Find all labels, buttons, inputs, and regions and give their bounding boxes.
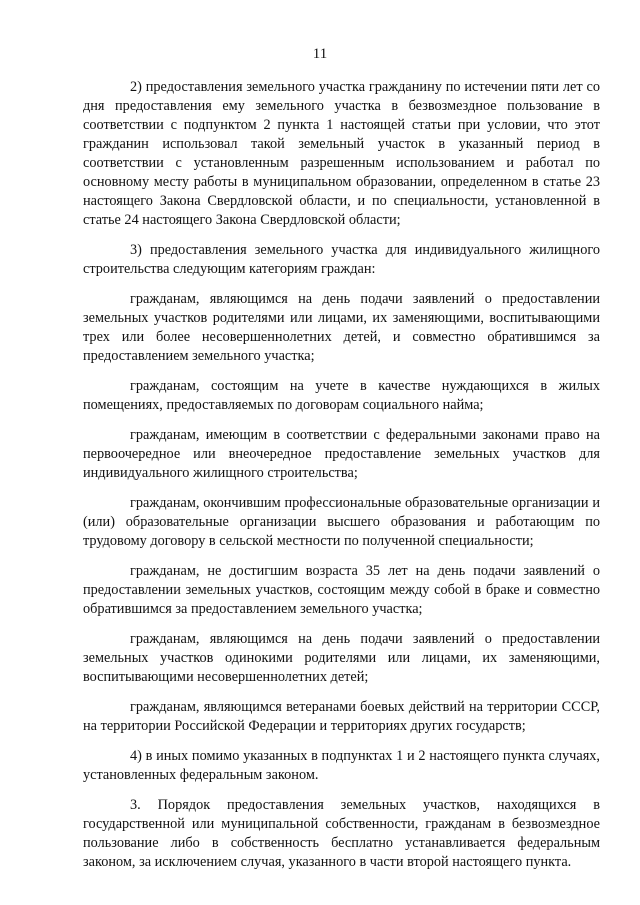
paragraph-category-rural-graduates: гражданам, окончившим профессиональные образовательные организации и (или) образовательные организации высшего образования и работающим по трудовому договору в сельской местности по полученной специальности; [83, 495, 600, 549]
paragraph-category-veterans: гражданам, являющимся ветеранами боевых действий на территории СССР, на территории Российской Федерации и территориях других государств; [83, 699, 600, 734]
paragraph-subitem-4: 4) в иных помимо указанных в подпунктах 1 и 2 настоящего пункта случаях, установленных федеральным законом. [83, 748, 600, 783]
page-number: 11 [312, 46, 328, 62]
paragraph-item-3: 3. Порядок предоставления земельных участков, находящихся в государственной или муниципальной собственности, гражданам в безвозмездное пользование либо в собственность бесплатно устанавливается федеральным законом, за исключением случая, указанного в части второй настоящего пункта. [83, 797, 600, 870]
paragraph-category-housing-queue: гражданам, состоящим на учете в качестве нуждающихся в жилых помещениях, предоставляемых по договорам социального найма; [83, 378, 600, 413]
document-body [83, 78, 600, 883]
paragraph-subitem-2: 2) предоставления земельного участка гражданину по истечении пяти лет со дня предоставления ему земельного участка в безвозмездное пользование в соответствии с подпунктом 2 пункта 1 настоящей статьи при условии, что этот гражданин использовал такой земельный участок в указанный период в соответствии с установленным разрешенным использованием и работал по основному месту работы в муниципальном образовании, определенном в статье 23 настоящего Закона Свердловской области, и по специальности, установленной в статье 24 настоящего Закона Свердловской области; [83, 79, 600, 228]
paragraph-category-single-parents: гражданам, являющимся на день подачи заявлений о предоставлении земельных участков одинокими родителями или лицами, их заменяющими, воспитывающими несовершеннолетних детей; [83, 631, 600, 685]
paragraph-subitem-3: 3) предоставления земельного участка для индивидуального жилищного строительства следующим категориям граждан: [83, 242, 600, 277]
paragraph-category-large-families: гражданам, являющимся на день подачи заявлений о предоставлении земельных участков родителями или лицами, их заменяющими, воспитывающими трех или более несовершеннолетних детей, и совместно обратившимся за предоставлением земельного участка; [83, 291, 600, 364]
paragraph-category-priority-right: гражданам, имеющим в соответствии с федеральными законами право на первоочередное или внеочередное предоставление земельных участков для индивидуального жилищного строительства; [83, 427, 600, 481]
paragraph-category-young-families: гражданам, не достигшим возраста 35 лет на день подачи заявлений о предоставлении земельных участков, состоящим между собой в браке и совместно обратившимся за предоставлением земельного участка; [83, 563, 600, 617]
